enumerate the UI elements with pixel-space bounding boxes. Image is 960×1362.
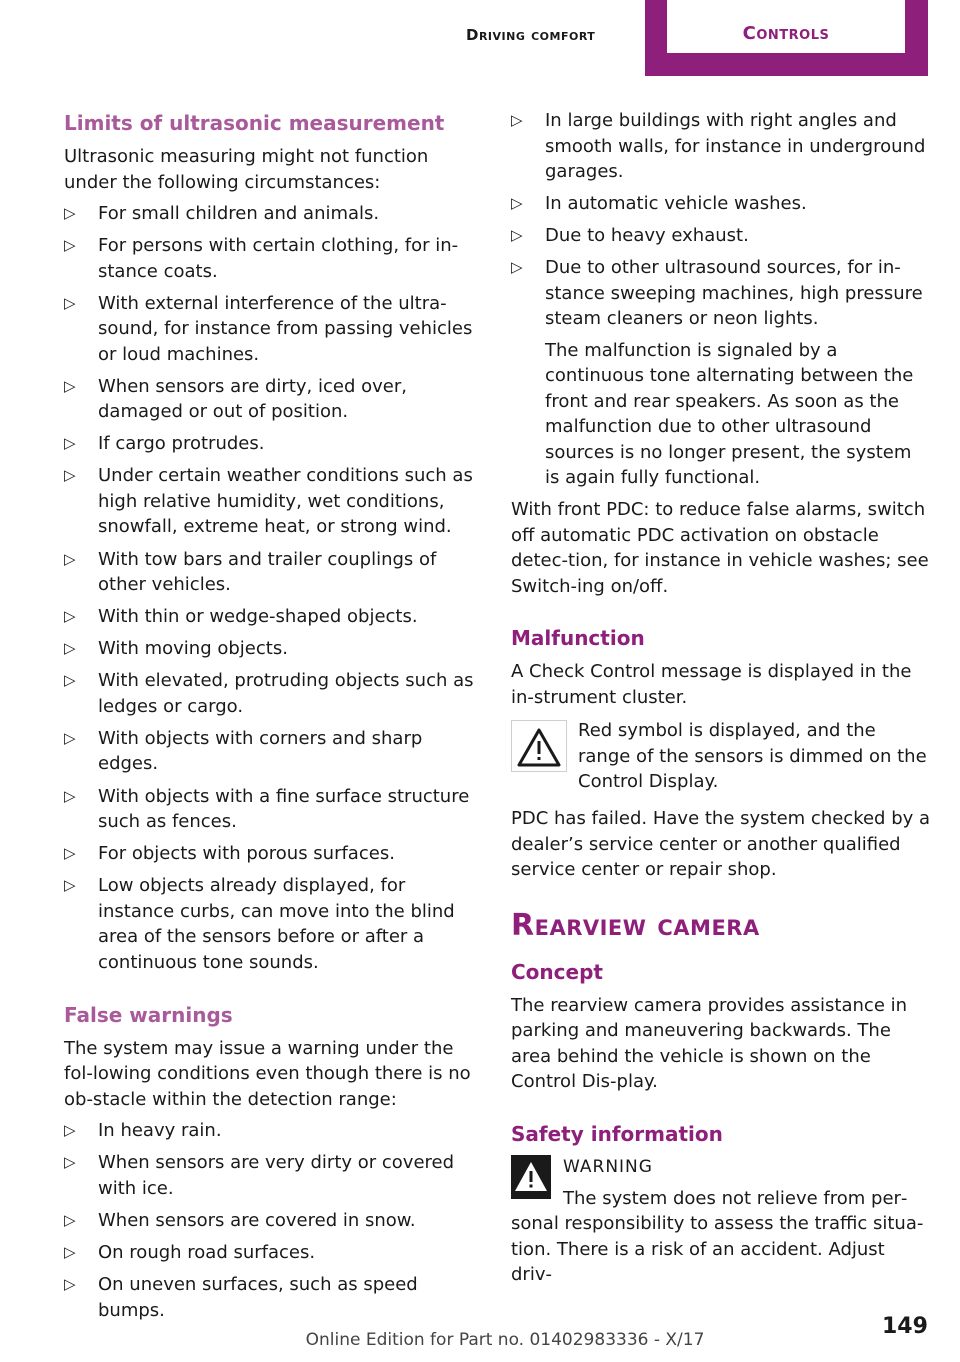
rearview-camera-heading: Rearview camera xyxy=(511,907,760,943)
limits-intro: Ultrasonic measuring might not function under the following circumstances: xyxy=(64,146,429,193)
limits-heading: Limits of ultrasonic measurement xyxy=(64,111,445,135)
triangle-bullet-icon: ▷ xyxy=(64,671,76,690)
malfunction-note: The malfunction is signaled by a continuous tone alternating between the front and rear speakers. As soon as the malfunction due to other ultrasound sources is no longer present, the system is again fully functional. xyxy=(545,339,914,489)
false-warnings-list-continued xyxy=(511,108,931,491)
list-item: ▷ For small children and animals. xyxy=(64,201,484,227)
section-title: Driving comfort xyxy=(466,26,596,44)
triangle-bullet-icon: ▷ xyxy=(64,549,76,568)
triangle-bullet-icon: ▷ xyxy=(64,844,76,863)
list-item: ▷ With moving objects. xyxy=(64,636,484,662)
safety-information-heading: Safety information xyxy=(511,1121,723,1146)
pdc-failed-text: PDC has failed. Have the system checked by a dealer’s service center or another qualified service center or repair shop. xyxy=(511,808,931,881)
list-item: ▷ When sensors are covered in snow. xyxy=(64,1208,484,1234)
red-symbol-text: Red symbol is displayed, and the range of the sensors is dimmed on the Control Display. xyxy=(578,720,927,793)
list-item: ▷ With objects with a fine surface structure such as fences. xyxy=(64,785,470,833)
list-item: ▷ When sensors are very dirty or covered with ice. xyxy=(64,1152,455,1199)
triangle-bullet-icon: ▷ xyxy=(64,1153,76,1172)
list-item: ▷ Low objects already displayed, for instance curbs, can move into the blind area of the sensors before or after a continuous tone sounds. xyxy=(64,875,455,973)
list-item: ▷ For persons with certain clothing, for in‐stance coats. xyxy=(64,235,459,282)
triangle-bullet-icon: ▷ xyxy=(511,194,523,213)
list-item: ▷ With elevated, protruding objects such as ledges or cargo. xyxy=(64,670,474,717)
list-item: ▷ With thin or wedge-shaped objects. xyxy=(64,604,484,630)
chapter-title: Controls xyxy=(667,0,905,53)
triangle-bullet-icon: ▷ xyxy=(64,607,76,626)
triangle-bullet-icon: ▷ xyxy=(511,258,523,277)
warning-triangle-icon xyxy=(511,720,567,772)
malfunction-heading: Malfunction xyxy=(511,626,645,651)
triangle-bullet-icon: ▷ xyxy=(64,876,76,895)
triangle-bullet-icon: ▷ xyxy=(511,111,523,129)
malfunction-text: A Check Control message is displayed in the in‐strument cluster. xyxy=(511,661,912,708)
right-column xyxy=(511,108,931,1288)
list-item: ▷ With tow bars and trailer couplings of other vehicles. xyxy=(64,548,437,596)
triangle-bullet-icon: ▷ xyxy=(64,1243,76,1262)
triangle-bullet-icon: ▷ xyxy=(64,204,76,222)
list-item: ▷ With external interference of the ultra‐sound, for instance from passing vehicles or loud machines. xyxy=(64,292,473,365)
list-item: ▷ When sensors are dirty, iced over, damaged or out of position. xyxy=(64,375,407,423)
false-warnings-heading: False warnings xyxy=(64,1002,233,1027)
list-item: ▷ In large buildings with right angles and smooth walls, for instance in underground garages. xyxy=(511,110,926,182)
red-symbol-box xyxy=(511,718,931,796)
warning-triangle-icon xyxy=(511,1155,551,1199)
left-column xyxy=(64,108,484,1330)
chapter-tab xyxy=(645,0,928,76)
warning-block xyxy=(511,1155,931,1288)
list-item: ▷ Due to heavy exhaust. xyxy=(511,223,931,249)
warning-label: WARNING xyxy=(563,1156,653,1177)
warning-text: The system does not relieve from per‐sonal responsibility to assess the traffic situa‐tion. There is a risk of an accident. Adjust driv‐ xyxy=(511,1187,924,1286)
list-item: ▷ Under certain weather conditions such as high relative humidity, wet conditions, snowfall, extreme heat, or strong wind. xyxy=(64,465,473,538)
list-item: ▷ Due to other ultrasound sources, for in‐stance sweeping machines, high pressure steam cleaners or neon lights. The malfunction is signaled by a continuous tone alternating between the front and rear speakers. As soon as the malfunction due to other ultrasound sources is no longer present, the system is again fully functional. xyxy=(511,255,931,491)
false-warnings-intro: The system may issue a warning under the fol‐lowing conditions even though there is no ob‐stacle within the detection range: xyxy=(64,1037,471,1110)
front-pdc-text: With front PDC: to reduce false alarms, switch off automatic PDC activation on obstacle detec‐tion, for instance in vehicle washes; see Switch‐ing on/off. xyxy=(511,499,929,597)
triangle-bullet-icon: ▷ xyxy=(64,728,76,747)
triangle-bullet-icon: ▷ xyxy=(511,226,523,245)
list-item: ▷ For objects with porous surfaces. xyxy=(64,841,484,867)
triangle-bullet-icon: ▷ xyxy=(64,1275,76,1294)
list-item: ▷ In automatic vehicle washes. xyxy=(511,191,931,217)
triangle-bullet-icon: ▷ xyxy=(64,434,76,453)
page-header xyxy=(0,0,960,76)
list-item: ▷ If cargo protrudes. xyxy=(64,431,484,457)
triangle-bullet-icon: ▷ xyxy=(64,786,76,805)
page-number: 149 xyxy=(882,1314,928,1339)
false-warnings-list xyxy=(64,1118,484,1323)
list-item: ▷ With objects with corners and sharp edges. xyxy=(64,727,423,775)
list-item: ▷ On rough road surfaces. xyxy=(64,1240,484,1266)
limits-list xyxy=(64,201,484,975)
triangle-bullet-icon: ▷ xyxy=(64,236,76,255)
triangle-bullet-icon: ▷ xyxy=(64,1211,76,1229)
triangle-bullet-icon: ▷ xyxy=(64,376,76,395)
triangle-bullet-icon: ▷ xyxy=(64,466,76,485)
triangle-bullet-icon: ▷ xyxy=(64,293,76,312)
list-item: ▷ In heavy rain. xyxy=(64,1118,484,1144)
triangle-bullet-icon: ▷ xyxy=(64,639,76,658)
list-item: ▷ On uneven surfaces, such as speed bumps. xyxy=(64,1274,418,1321)
footer-edition: Online Edition for Part no. 01402983336 - X/17 xyxy=(305,1330,705,1350)
concept-text: The rearview camera provides assistance in parking and maneuvering backwards. The area behind the vehicle is shown on the Control Dis‐play. xyxy=(511,994,908,1093)
concept-heading: Concept xyxy=(511,959,603,984)
triangle-bullet-icon: ▷ xyxy=(64,1121,76,1140)
